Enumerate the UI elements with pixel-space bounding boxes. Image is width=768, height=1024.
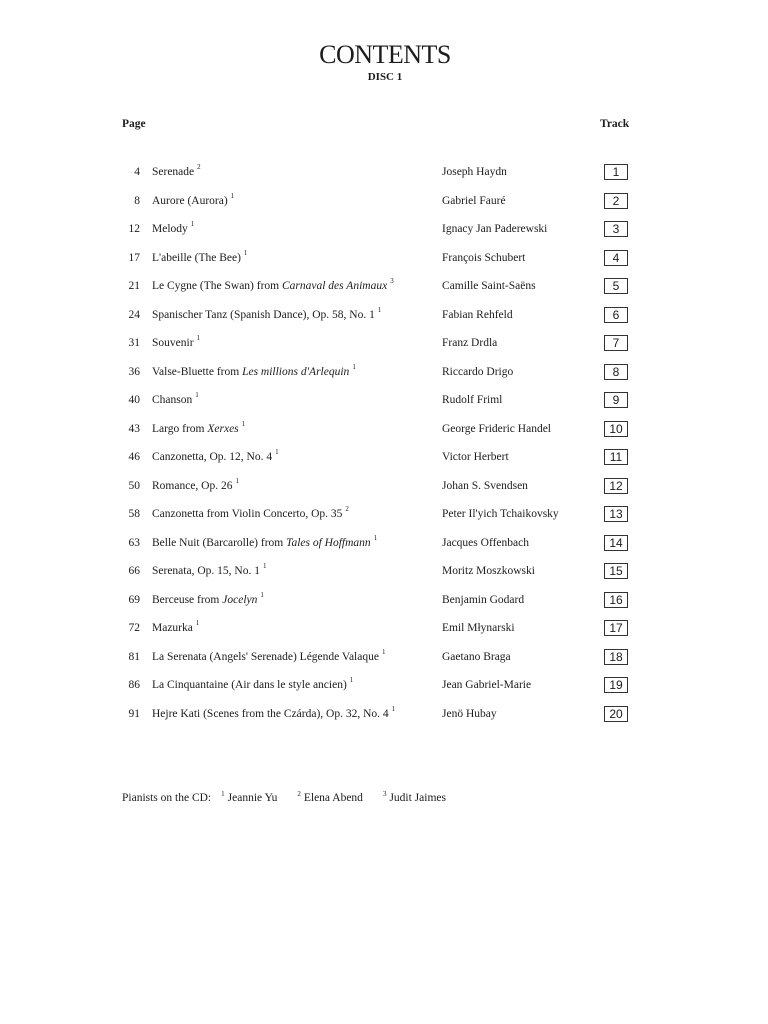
piece-title [152, 562, 267, 577]
pianist-footnote-marker: 1 [241, 419, 246, 428]
page-number: 58 [128, 508, 140, 520]
page-number: 40 [128, 394, 140, 406]
composer-name: Moritz Moszkowski [442, 565, 535, 577]
track-number-box: 3 [604, 221, 628, 237]
contents-row [0, 700, 768, 728]
composer-name: Jean Gabriel-Marie [442, 679, 532, 691]
title-text: Serenade [152, 166, 195, 178]
composer-name: Peter Il'yich Tchaikovsky [442, 508, 559, 520]
pianist-footnote-marker: 1 [195, 619, 200, 628]
composer-name: Victor Herbert [442, 451, 509, 463]
piece-title [152, 533, 378, 549]
composer-name: Benjamin Godard [442, 593, 525, 606]
track-number-box: 1 [604, 164, 628, 180]
title-text: Belle Nuit (Barcarolle) from [152, 536, 287, 549]
piece-title [152, 191, 235, 207]
title-text: Romance, Op. 26 [152, 479, 233, 492]
contents-row [0, 443, 768, 471]
work-title-italic: Jocelyn [222, 593, 258, 606]
composer-name: Emil Młynarski [442, 622, 515, 634]
page-number: 31 [128, 337, 140, 349]
pianist-footnote-marker: 2 [345, 505, 349, 514]
title-text: Spanischer Tanz (Spanish Dance), Op. 58, No. 1 [152, 308, 375, 321]
piece-title [152, 277, 394, 292]
pianist-footnote-marker: 1 [391, 704, 396, 713]
title-text: Valse-Bluette from [152, 365, 243, 378]
contents-row [0, 643, 768, 671]
track-number-box: 19 [604, 677, 628, 693]
track-column-header: Track [600, 118, 630, 130]
page-number: 43 [128, 422, 140, 435]
pianist-footnote-marker: 1 [260, 590, 264, 599]
piece-title [152, 334, 201, 349]
title-text: Berceuse from [152, 593, 223, 606]
title-text: La Cinquantaine (Air dans le style ancien) [152, 679, 347, 691]
pianist-footnote-marker: 1 [195, 391, 199, 400]
track-number-box: 16 [604, 592, 628, 608]
track-number-box: 18 [604, 649, 628, 665]
page-number: 86 [128, 679, 140, 691]
title-text: Le Cygne (The Swan) from [152, 280, 282, 292]
contents-row [0, 386, 768, 414]
work-title-italic: Tales of Hoffmann [286, 536, 371, 549]
contents-row [0, 557, 768, 585]
composer-name: Gaetano Braga [442, 650, 511, 663]
pianist-number: 3 [382, 790, 387, 799]
title-text: Canzonetta from Violin Concerto, Op. 35 [152, 508, 343, 520]
contents-row [0, 272, 768, 300]
contents-row [0, 529, 768, 557]
composer-name: Johan S. Svendsen [442, 479, 528, 492]
composer-name: Ignacy Jan Paderewski [442, 223, 548, 235]
piece-title [152, 619, 200, 634]
title-text: Largo from [152, 422, 208, 435]
composer-name: François Schubert [442, 251, 526, 264]
title-text: Souvenir [152, 337, 194, 349]
pianists-label: Pianists on the CD: [122, 792, 212, 804]
track-number-box: 9 [604, 392, 628, 408]
pianist-name: Judit Jaimes [389, 792, 446, 804]
piece-title [152, 362, 356, 378]
piece-title [152, 590, 264, 606]
contents-row [0, 358, 768, 386]
piece-title [152, 676, 354, 691]
pianist-footnote-marker: 1 [349, 676, 354, 685]
track-number-box: 15 [604, 563, 628, 579]
page-column-header: Page [122, 118, 146, 130]
title-text: Mazurka [152, 622, 193, 634]
page-number: 50 [128, 479, 140, 492]
title-text: Serenata, Op. 15, No. 1 [152, 565, 260, 577]
track-number-box: 10 [604, 421, 628, 437]
pianist-number: 1 [221, 790, 225, 799]
page-number: 72 [128, 622, 140, 634]
page-number: 8 [134, 194, 140, 207]
pianists-footnote [122, 792, 458, 804]
track-number-box: 11 [604, 449, 628, 465]
contents-row [0, 187, 768, 215]
title-text: L'abeille (The Bee) [152, 251, 241, 264]
pianist-footnote-marker: 1 [275, 448, 279, 457]
work-title-italic: Les millions d'Arlequin [242, 365, 350, 378]
composer-name: Camille Saint-Saëns [442, 280, 536, 292]
page-number: 46 [128, 451, 140, 463]
piece-title [152, 647, 386, 663]
pianist-footnote-marker: 1 [230, 191, 235, 200]
track-number-box: 20 [604, 706, 628, 722]
pianist-footnote-marker: 1 [373, 533, 378, 542]
work-title-italic: Xerxes [207, 422, 239, 435]
title-text: Melody [152, 223, 188, 235]
track-number-box: 13 [604, 506, 628, 522]
pianist-footnote-marker: 3 [390, 277, 394, 286]
page-number: 4 [134, 166, 140, 178]
page-number: 91 [128, 707, 140, 720]
page-number: 69 [128, 593, 140, 606]
contents-row [0, 415, 768, 443]
track-number-box: 6 [604, 307, 628, 323]
piece-title [152, 391, 199, 406]
pianist-name: Jeannie Yu [227, 792, 278, 804]
track-number-box: 17 [604, 620, 628, 636]
title-text: Chanson [152, 394, 193, 406]
piece-title [152, 163, 201, 178]
page-number: 12 [128, 223, 140, 235]
piece-title [152, 448, 279, 463]
piece-title [152, 476, 239, 492]
contents-row [0, 301, 768, 329]
pianist-footnote-marker: 1 [196, 334, 201, 343]
page-number: 21 [128, 280, 140, 292]
title-text: Aurore (Aurora) [152, 194, 228, 207]
composer-name: Jenö Hubay [442, 707, 497, 720]
composer-name: Rudolf Friml [442, 394, 503, 406]
page-number: 17 [128, 251, 140, 264]
contents-row [0, 215, 768, 243]
work-title-italic: Carnaval des Animaux [281, 280, 388, 292]
contents-row [0, 329, 768, 357]
track-number-box: 8 [604, 364, 628, 380]
pianist-footnote-marker: 1 [190, 220, 195, 229]
title-text: La Serenata (Angels' Serenade) Légende Valaque [152, 650, 379, 663]
page-number: 63 [128, 536, 140, 549]
contents-row [0, 158, 768, 186]
pianist-footnote-marker: 2 [197, 163, 201, 172]
disc-label: DISC 1 [367, 71, 403, 83]
piece-title [152, 220, 195, 235]
track-number-box: 2 [604, 193, 628, 209]
track-number-box: 4 [604, 250, 628, 266]
contents-row [0, 586, 768, 614]
contents-row [0, 472, 768, 500]
page-number: 36 [128, 365, 140, 378]
track-number-box: 14 [604, 535, 628, 551]
composer-name: Franz Drdla [442, 337, 498, 349]
composer-name: George Frideric Handel [442, 422, 551, 435]
piece-title [152, 704, 396, 720]
pianist-footnote-marker: 1 [377, 305, 382, 314]
track-number-box: 12 [604, 478, 628, 494]
pianist-footnote-marker: 1 [262, 562, 267, 571]
pianist-footnote-marker: 1 [381, 647, 386, 656]
contents-row [0, 500, 768, 528]
composer-name: Gabriel Fauré [442, 194, 506, 207]
pianist-number: 2 [297, 790, 301, 799]
title-text: Hejre Kati (Scenes from the Czárda), Op. 32, No. 4 [152, 707, 389, 720]
title-text: Canzonetta, Op. 12, No. 4 [152, 451, 273, 463]
composer-name: Riccardo Drigo [442, 365, 514, 378]
composer-name: Joseph Haydn [442, 166, 507, 178]
piece-title [152, 505, 349, 520]
pianist-footnote-marker: 1 [352, 362, 356, 371]
piece-title [152, 248, 248, 264]
contents-row [0, 614, 768, 642]
track-number-box: 7 [604, 335, 628, 351]
track-number-box: 5 [604, 278, 628, 294]
piece-title [152, 305, 382, 321]
page-number: 24 [128, 308, 140, 321]
page-number: 66 [128, 565, 140, 577]
composer-name: Fabian Rehfeld [442, 308, 513, 321]
contents-row [0, 671, 768, 699]
page-number: 81 [128, 650, 140, 663]
page-title: CONTENTS [319, 40, 451, 69]
pianist-name: Elena Abend [303, 792, 363, 804]
piece-title [152, 419, 246, 435]
pianist-footnote-marker: 1 [235, 476, 239, 485]
composer-name: Jacques Offenbach [442, 536, 529, 549]
contents-row [0, 244, 768, 272]
pianist-footnote-marker: 1 [243, 248, 248, 257]
